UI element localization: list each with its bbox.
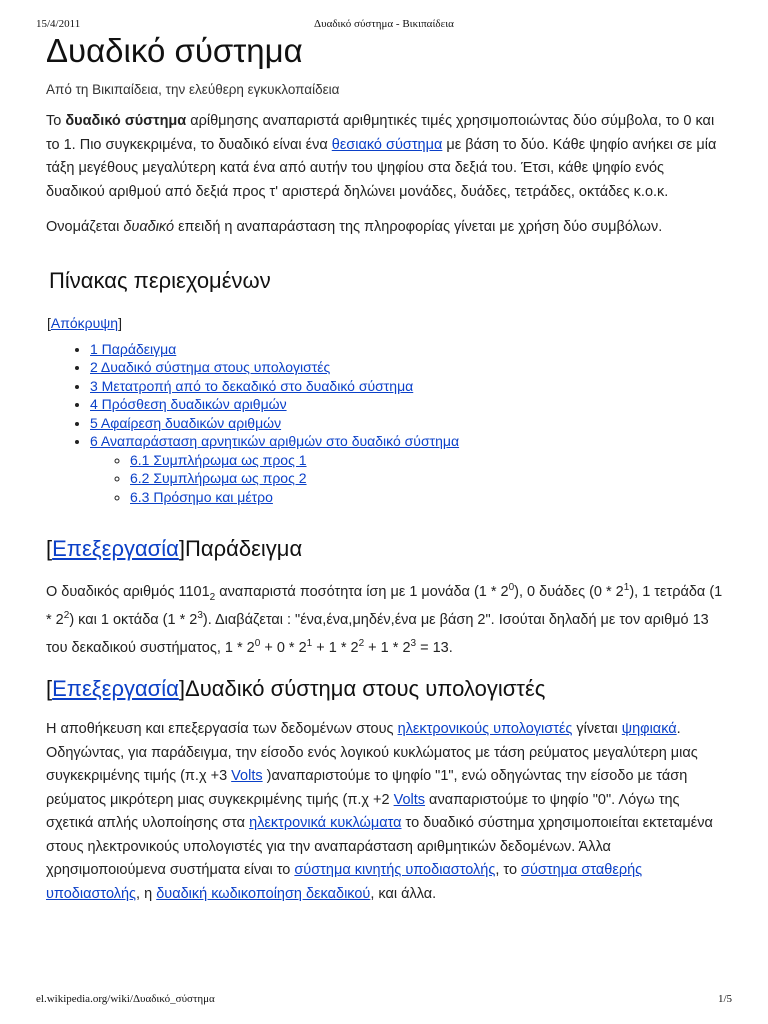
toc-link-ones-complement[interactable]: 6.1 Συμπλήρωμα ως προς 1 [130, 451, 307, 468]
edit-link-example[interactable]: Επεξεργασία [52, 536, 179, 561]
article-content [46, 32, 726, 906]
link-digital[interactable]: ψηφιακά [621, 721, 677, 737]
link-volts[interactable]: Volts [393, 791, 426, 808]
exponent: 0 [508, 582, 515, 594]
toc-subitem [130, 469, 726, 488]
toc-list [46, 340, 726, 507]
naming-text-1: Ονομάζεται [46, 219, 124, 235]
naming-text-2: επειδή η αναπαράσταση της πληροφορίας γίνεται με χρήση δύο συμβόλων. [174, 219, 663, 235]
toc-link-addition[interactable]: 4 Πρόσθεση δυαδικών αριθμών [90, 396, 287, 412]
intro-text-2: αρίθμησης αναπαριστά αριθμητικές τιμές χρησιμοποιώντας δύο σύμβολα, το 0 και το 1. Πιο συγκεκριμένα, το δυαδικό είναι ένα [46, 113, 715, 153]
computers-paragraph [46, 718, 726, 906]
edit-bracket-close: ] [178, 536, 185, 561]
toc-item [90, 395, 726, 414]
example-text: + 1 * 2 [312, 640, 359, 656]
intro-paragraph [46, 110, 726, 204]
computers-text: . Οδηγώντας, για παράδειγμα, την είσοδο ενός λογικού κυκλώματος με τάση ρεύματος μεγαλύτερη μιας συγκεκριμένης τιμής (π.χ +3 [46, 721, 698, 784]
example-paragraph [46, 578, 726, 662]
edit-link-computers[interactable]: Επεξεργασία [52, 676, 179, 701]
edit-bracket-close: ] [178, 676, 185, 701]
exponent: 3 [410, 638, 417, 650]
print-page-number: 1/5 [717, 993, 732, 1005]
toc-hide-link[interactable]: Απόκρυψη [50, 314, 119, 331]
print-title: Δυαδικό σύστημα - Βικιπαίδεια [314, 18, 454, 30]
section-heading-computers [46, 674, 726, 704]
toc-link-sign-magnitude[interactable]: 6.3 Πρόσημο και μέτρο [130, 488, 273, 505]
computers-text: το δυαδικό σύστημα χρησιμοποιείται εκτεταμένα στους ηλεκτρονικούς υπολογιστές για την αναπαράσταση αριθμητικών δεδομένων. Άλλα χρησιμοποιούμενα συστήματα είναι το [46, 815, 713, 878]
toc-bracket-open: [ [47, 314, 51, 331]
toc-hide-toggle [47, 314, 726, 332]
computers-text: )αναπαριστούμε το ψηφίο "1", ενώ οδηγώντας την είσοδο με τάση ρεύματος μικρότερη μιας συγκεκριμένης τιμής (π.χ +2 [46, 768, 688, 808]
toc-link-conversion[interactable]: 3 Μετατροπή από το δεκαδικό στο δυαδικό σύστημα [90, 377, 414, 394]
section-title-example: Παράδειγμα [185, 536, 303, 561]
intro-text-3: με βάση το δύο. Κάθε ψηφίο ανήκει σε μία τάξη μεγέθους μεγαλύτερη κατά ένα από αυτήν του ψηφίου στα δεξιά του. Έτσι, κάθε ψηφίο ενός δυαδικού αριθμού από δεξιά προς τ' αριστερά δηλώνει μονάδες, δυάδες, τετράδες, οκτάδες κ.ο.κ. [46, 136, 717, 200]
computers-text: , το [495, 862, 522, 878]
example-text: + 1 * 2 [364, 640, 411, 656]
link-fixed-point[interactable]: σύστημα σταθερής υποδιαστολής [46, 862, 643, 902]
print-header [36, 18, 732, 32]
toc-bracket-close: ] [118, 314, 122, 331]
toc-link-computers[interactable]: 2 Δυαδικό σύστημα στους υπολογιστές [90, 359, 331, 375]
edit-bracket-open: [ [46, 676, 53, 701]
link-floating-point[interactable]: σύστημα κινητής υποδιαστολής [294, 862, 496, 878]
link-electronic-computers[interactable]: ηλεκτρονικούς υπολογιστές [397, 721, 573, 737]
toc-link-negative[interactable]: 6 Αναπαράσταση αρνητικών αριθμών στο δυαδικό σύστημα [90, 433, 460, 449]
computers-text: αναπαριστούμε το ψηφίο "0". Λόγω της σχετικά απλής υλοποίησης στα [46, 791, 680, 831]
example-text: Ο δυαδικός αριθμός 1101 [46, 584, 210, 600]
toc-title: Πίνακας περιεχομένων [49, 267, 271, 293]
example-text: + 0 * 2 [260, 640, 307, 656]
example-text: αναπαριστά ποσότητα ίση με 1 μονάδα (1 * 2 [215, 584, 509, 600]
toc-link-subtraction[interactable]: 5 Αφαίρεση δυαδικών αριθμών [90, 414, 282, 431]
print-footer [36, 993, 732, 1007]
link-bcd[interactable]: δυαδική κωδικοποίηση δεκαδικού [156, 885, 371, 902]
print-date: 15/4/2011 [36, 18, 81, 30]
base-subscript: 2 [209, 591, 216, 603]
link-volts[interactable]: Volts [231, 768, 263, 784]
toc-item [90, 377, 726, 396]
exponent: 0 [254, 638, 261, 650]
print-url: el.wikipedia.org/wiki/Δυαδικό_σύστημα [36, 993, 215, 1005]
toc-link-twos-complement[interactable]: 6.2 Συμπλήρωμα ως προς 2 [130, 470, 307, 486]
exponent: 1 [623, 582, 630, 594]
example-text: = 13. [416, 640, 453, 656]
toc-item [90, 358, 726, 377]
computers-text: , η [136, 885, 157, 902]
example-text: ) και 1 οκτάδα (1 * 2 [69, 612, 198, 628]
naming-italic-term: δυαδικό [123, 219, 175, 235]
toc-item [90, 432, 726, 506]
computers-text: γίνεται [572, 721, 622, 737]
page-title: Δυαδικό σύστημα [46, 32, 303, 69]
section-title-computers: Δυαδικό σύστημα στους υπολογιστές [185, 676, 546, 701]
toc-subitem [130, 451, 726, 470]
section-heading-example [46, 534, 726, 564]
exponent: 2 [358, 638, 365, 650]
exponent: 3 [197, 610, 203, 622]
intro-bold-term: δυαδικό σύστημα [65, 113, 187, 129]
link-positional-system[interactable]: θεσιακό σύστημα [331, 136, 443, 153]
example-text: ). Διαβάζεται : "ένα,ένα,μηδέν,ένα με βάση 2". Ισούται δηλαδή με τον αριθμό 13 του δεκαδικού συστήματος, 1 * 2 [46, 612, 709, 656]
exponent: 1 [306, 638, 313, 650]
example-text: ), 1 τετράδα (1 * 2 [46, 584, 723, 628]
toc-link-example[interactable]: 1 Παράδειγμα [90, 340, 177, 357]
toc-item [90, 340, 726, 359]
example-text: ), 0 δυάδες (0 * 2 [514, 584, 624, 600]
edit-bracket-open: [ [46, 536, 53, 561]
toc-item [90, 414, 726, 433]
naming-paragraph [46, 216, 726, 240]
computers-text: Η αποθήκευση και επεξεργασία των δεδομένων στους [46, 721, 398, 737]
exponent: 2 [63, 610, 70, 622]
page-subtitle: Από τη Βικιπαίδεια, την ελεύθερη εγκυκλοπαίδεια [46, 82, 340, 97]
link-electronic-circuits[interactable]: ηλεκτρονικά κυκλώματα [249, 815, 402, 831]
toc-sublist [90, 451, 726, 507]
intro-text-1: Το [46, 113, 66, 129]
toc-subitem [130, 488, 726, 507]
computers-text: , και άλλα. [370, 885, 437, 902]
